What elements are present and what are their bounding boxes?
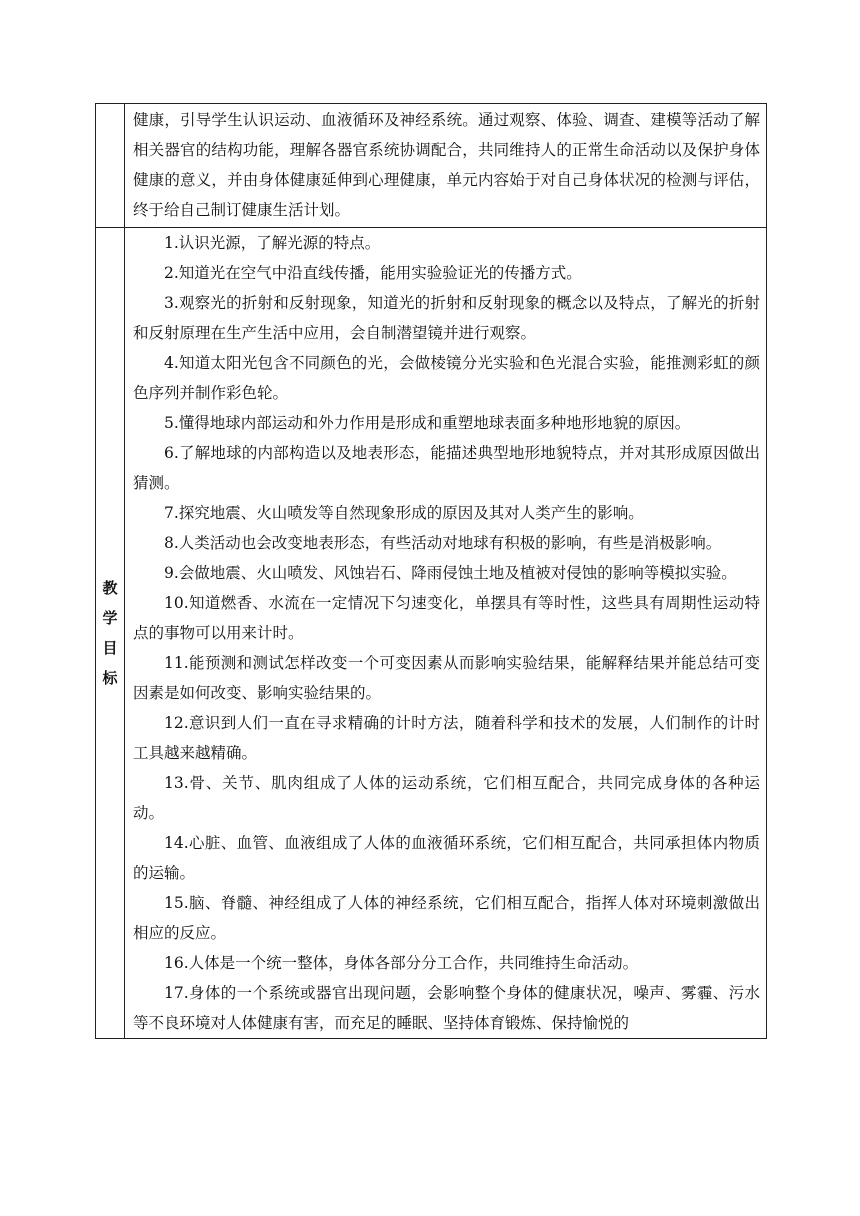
objective-item: 3.观察光的折射和反射现象，知道光的折射和反射现象的概念以及特点，了解光的折射和反射原理在生产生活中应用，会自制潜望镜并进行观察。 (133, 294, 760, 342)
objectives-label-cell (96, 228, 125, 1039)
section-label-char: 标 (102, 669, 118, 687)
objective-item: 12.意识到人们一直在寻求精确的计时方法，随着科学和技术的发展，人们制作的计时工具越来越精确。 (133, 714, 760, 762)
intro-row (96, 104, 767, 228)
objective-item: 10.知道燃香、水流在一定情况下匀速变化，单摆具有等时性，这些具有周期性运动特点的事物可以用来计时。 (133, 594, 760, 642)
intro-text-cell (125, 104, 767, 228)
section-label-char: 目 (102, 639, 118, 657)
section-label-char: 教 (102, 579, 118, 597)
section-label (100, 573, 120, 693)
intro-label-cell (96, 104, 125, 228)
objective-item: 17.身体的一个系统或器官出现问题，会影响整个身体的健康状况，噪声、雾霾、污水等不良环境对人体健康有害，而充足的睡眠、坚持体育锻炼、保持愉悦的 (133, 984, 760, 1032)
objective-item: 8.人类活动也会改变地表形态，有些活动对地球有积极的影响，有些是消极影响。 (164, 534, 722, 552)
objective-item: 16.人体是一个统一整体，身体各部分分工合作，共同维持生命活动。 (164, 954, 639, 972)
objective-item: 4.知道太阳光包含不同颜色的光，会做棱镜分光实验和色光混合实验，能推测彩虹的颜色序列并制作彩色轮。 (133, 354, 760, 402)
objectives-row (96, 228, 767, 1039)
objective-item: 11.能预测和测试怎样改变一个可变因素从而影响实验结果，能解释结果并能总结可变因素是如何改变、影响实验结果的。 (133, 654, 760, 702)
intro-paragraph: 健康，引导学生认识运动、血液循环及神经系统。通过观察、体验、调查、建模等活动了解相关器官的结构功能，理解各器官系统协调配合，共同维持人的正常生命活动以及保护身体健康的意义，并由身体健康延伸到心理健康，单元内容始于对自己身体状况的检测与评估，终于给自己制订健康生活计划。 (133, 111, 760, 219)
objective-item: 1.认识光源，了解光源的特点。 (164, 234, 381, 252)
objectives-text-cell (125, 228, 767, 1039)
objective-item: 6.了解地球的内部构造以及地表形态，能描述典型地形地貌特点，并对其形成原因做出猜测。 (133, 444, 760, 492)
objective-item: 5.懂得地球内部运动和外力作用是形成和重塑地球表面多种地形地貌的原因。 (164, 414, 691, 432)
objective-item: 9.会做地震、火山喷发、风蚀岩石、降雨侵蚀土地及植被对侵蚀的影响等模拟实验。 (164, 564, 737, 582)
section-label-char: 学 (102, 609, 118, 627)
objective-item: 15.脑、脊髓、神经组成了人体的神经系统，它们相互配合，指挥人体对环境刺激做出相应的反应。 (133, 894, 760, 942)
objective-item: 14.心脏、血管、血液组成了人体的血液循环系统，它们相互配合，共同承担体内物质的运输。 (133, 834, 760, 882)
objective-item: 2.知道光在空气中沿直线传播，能用实验验证光的传播方式。 (164, 264, 582, 282)
lesson-plan-table (95, 103, 767, 1039)
objective-item: 7.探究地震、火山喷发等自然现象形成的原因及其对人类产生的影响。 (164, 504, 644, 522)
objective-item: 13.骨、关节、肌肉组成了人体的运动系统，它们相互配合，共同完成身体的各种运动。 (133, 774, 760, 822)
